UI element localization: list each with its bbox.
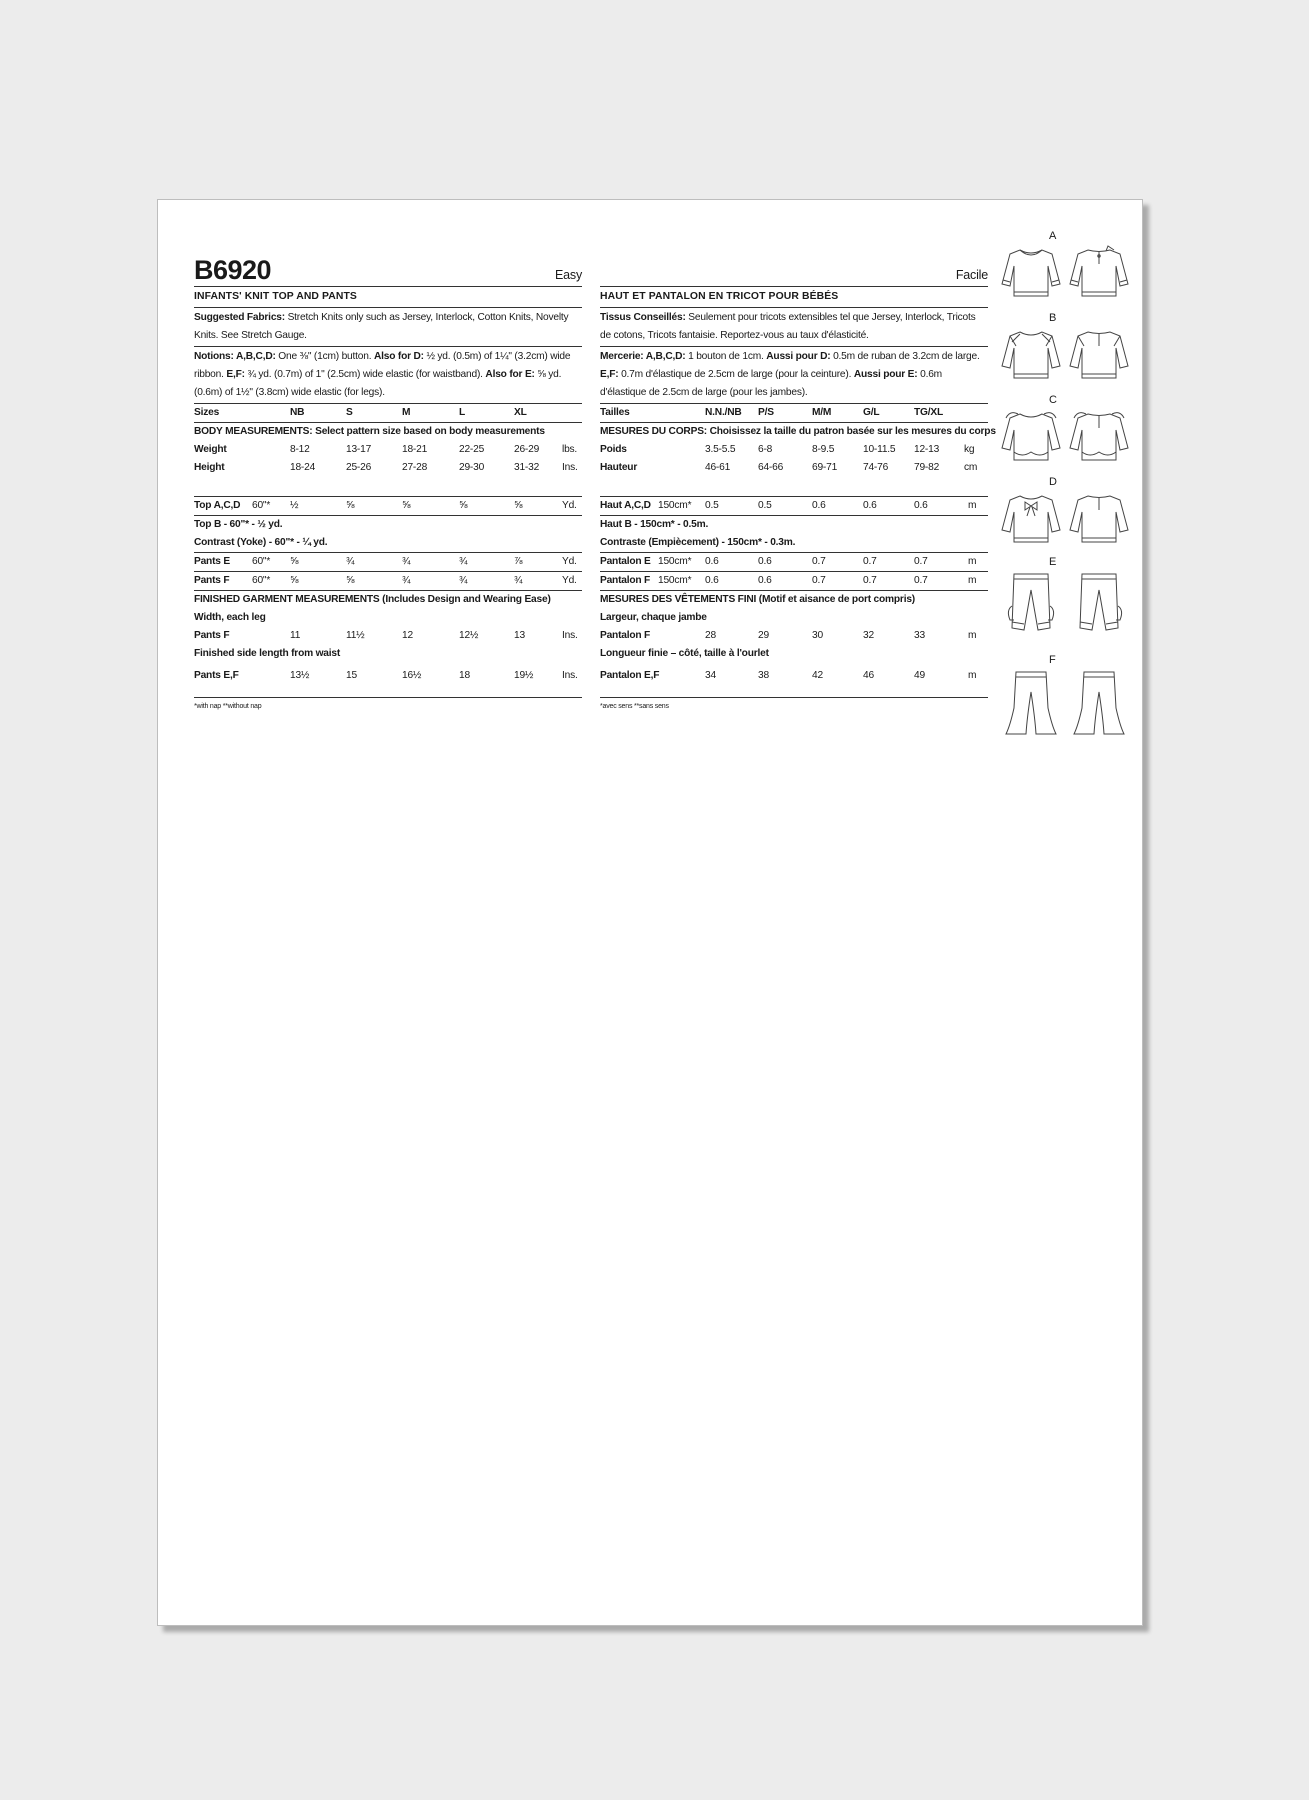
cell: 13-17 bbox=[346, 444, 372, 455]
cell: ¾ bbox=[514, 575, 523, 586]
cell: 33 bbox=[914, 630, 925, 641]
view-label-d: D bbox=[1049, 476, 1057, 488]
pants-e-row bbox=[600, 553, 988, 572]
header-cell: TG/XL bbox=[914, 407, 943, 418]
top-b-line: Haut B - 150cm* - 0.5m. bbox=[600, 519, 709, 530]
notions-text: ¾ yd. (0.7m) of 1" (2.5cm) wide elastic (for waistband). bbox=[244, 369, 486, 380]
finished-pants-ef-row bbox=[600, 667, 988, 685]
unit: Yd. bbox=[562, 575, 577, 586]
unit: Yd. bbox=[562, 556, 577, 567]
cell: 0.6 bbox=[758, 556, 772, 567]
finished-side-length: Finished side length from waist bbox=[194, 648, 341, 659]
cell: 13 bbox=[514, 630, 525, 641]
cell: 79-82 bbox=[914, 462, 940, 473]
notions-label: Aussi pour D: bbox=[766, 351, 831, 362]
cell: 34 bbox=[705, 670, 716, 681]
weight-row bbox=[600, 441, 988, 459]
fabrics-label: Tissus Conseillés: bbox=[600, 312, 686, 323]
cell: 18-21 bbox=[402, 444, 428, 455]
cell: 25-26 bbox=[346, 462, 372, 473]
top-ruffle-front-icon bbox=[1002, 413, 1060, 460]
row-label: Top A,C,D bbox=[194, 500, 241, 511]
row-label: Height bbox=[194, 462, 225, 473]
view-label-a: A bbox=[1049, 230, 1057, 242]
notions-text: One ⅜" (1cm) button. bbox=[275, 351, 374, 362]
finished-pants-ef-row bbox=[194, 667, 582, 685]
header-cell: NB bbox=[290, 407, 305, 418]
cell: 26-29 bbox=[514, 444, 540, 455]
cell: 69-71 bbox=[812, 462, 838, 473]
finished-side-length: Longueur finie – côté, taille à l'ourlet bbox=[600, 648, 769, 659]
contrast-line: Contraste (Empiècement) - 150cm* - 0.3m. bbox=[600, 534, 988, 553]
view-label-f: F bbox=[1049, 654, 1056, 666]
cell: 74-76 bbox=[863, 462, 889, 473]
pattern-envelope-back bbox=[157, 199, 1143, 1626]
header-cell: N.N./NB bbox=[705, 407, 742, 418]
cell: 0.7 bbox=[812, 556, 826, 567]
difficulty-label: Facile bbox=[955, 268, 988, 282]
cell: 12-13 bbox=[914, 444, 940, 455]
suggested-fabrics bbox=[600, 308, 988, 347]
row-label: Pants F bbox=[194, 630, 230, 641]
row-label: Pants E,F bbox=[194, 670, 239, 681]
pants-e-row bbox=[194, 553, 582, 572]
view-f-sketch bbox=[1000, 668, 1134, 742]
fabric-width: 60"* bbox=[252, 556, 271, 567]
view-label-e: E bbox=[1049, 556, 1057, 568]
cell: 3.5-5.5 bbox=[705, 444, 736, 455]
french-column bbox=[600, 200, 996, 713]
unit: lbs. bbox=[562, 444, 578, 455]
notions-label: Also for E: bbox=[485, 369, 535, 380]
finished-pants-f-row bbox=[194, 627, 582, 645]
view-c-sketch bbox=[1000, 408, 1134, 466]
notions-label: Mercerie: A,B,C,D: bbox=[600, 351, 686, 362]
row-label: Pantalon F bbox=[600, 575, 651, 586]
notions-text: ⅝ yd. (0.6m) of 1½" (3.8cm) wide elastic (for legs). bbox=[194, 369, 562, 398]
unit: m bbox=[968, 630, 977, 641]
row-label: Weight bbox=[194, 444, 227, 455]
unit: m bbox=[968, 556, 977, 567]
unit: Ins. bbox=[562, 630, 578, 641]
header-cell: XL bbox=[514, 407, 527, 418]
flare-pants-back-icon bbox=[1074, 672, 1124, 734]
sizes-header-row bbox=[194, 404, 582, 423]
cell: 13½ bbox=[290, 670, 310, 681]
cell: ⅝ bbox=[290, 556, 299, 567]
fabric-width: 60"* bbox=[252, 500, 271, 511]
view-sketches bbox=[1000, 230, 1134, 930]
view-label-c: C bbox=[1049, 394, 1057, 406]
top-acd-row bbox=[600, 497, 988, 516]
cell: ¾ bbox=[402, 575, 411, 586]
header-cell: S bbox=[346, 407, 353, 418]
height-row bbox=[194, 459, 582, 477]
unit: m bbox=[968, 575, 977, 586]
cell: 0.6 bbox=[812, 500, 826, 511]
cell: 46-61 bbox=[705, 462, 731, 473]
header-cell: M bbox=[402, 407, 411, 418]
top-b-line: Top B - 60"* - ½ yd. bbox=[194, 519, 283, 530]
header-cell: Tailles bbox=[600, 407, 630, 418]
pattern-title: INFANTS' KNIT TOP AND PANTS bbox=[194, 287, 582, 308]
pants-f-row bbox=[194, 572, 582, 591]
cell: 8-12 bbox=[290, 444, 310, 455]
pattern-code: B6920 bbox=[194, 255, 272, 285]
cell: ⅝ bbox=[514, 500, 523, 511]
header-cell: Sizes bbox=[194, 407, 220, 418]
top-ruffle-back-icon bbox=[1070, 413, 1128, 460]
view-label-b: B bbox=[1049, 312, 1057, 324]
top-front-icon bbox=[1002, 250, 1060, 296]
cell: 0.5 bbox=[758, 500, 772, 511]
difficulty-label: Easy bbox=[555, 268, 582, 282]
cell: 0.6 bbox=[914, 500, 928, 511]
cell: ¾ bbox=[402, 556, 411, 567]
cell: 11 bbox=[290, 630, 301, 641]
cell: 16½ bbox=[402, 670, 422, 681]
cell: 19½ bbox=[514, 670, 534, 681]
cell: ⅝ bbox=[459, 500, 468, 511]
row-label: Pantalon E bbox=[600, 556, 651, 567]
suggested-fabrics bbox=[194, 308, 582, 347]
spacer bbox=[600, 477, 988, 497]
header-cell: L bbox=[459, 407, 466, 418]
footnote: *avec sens **sans sens bbox=[600, 703, 669, 710]
top-bow-front-icon bbox=[1002, 496, 1060, 542]
cell: 0.7 bbox=[812, 575, 826, 586]
cell: ¾ bbox=[346, 556, 355, 567]
cell: ⅝ bbox=[346, 575, 355, 586]
footnote: *with nap **without nap bbox=[194, 703, 262, 710]
cell: 64-66 bbox=[758, 462, 784, 473]
cell: 0.7 bbox=[914, 575, 928, 586]
jogger-front-icon bbox=[1008, 574, 1053, 630]
notions-label: E,F: bbox=[600, 369, 619, 380]
cell: 0.7 bbox=[863, 556, 877, 567]
finished-pants-f-row bbox=[600, 627, 988, 645]
view-d-sketch bbox=[1000, 490, 1134, 548]
fabrics-label: Suggested Fabrics: bbox=[194, 312, 285, 323]
fabric-width: 150cm* bbox=[658, 500, 692, 511]
row-label: Pantalon E,F bbox=[600, 670, 660, 681]
cell: 49 bbox=[914, 670, 925, 681]
contrast-line: Contrast (Yoke) - 60"* - ¼ yd. bbox=[194, 534, 582, 553]
notions-text: 1 bouton de 1cm. bbox=[685, 351, 767, 362]
notions-text: 0.7m d'élastique de 2.5cm de large (pour la ceinture). bbox=[618, 369, 854, 380]
cell: 27-28 bbox=[402, 462, 428, 473]
header bbox=[194, 200, 582, 287]
header-cell: G/L bbox=[863, 407, 880, 418]
cell: 29-30 bbox=[459, 462, 485, 473]
fabrics-text: Seulement pour tricots extensibles tel que Jersey, Interlock, Tricots de cotons, Tricots fantaisie. Reportez-vous au taux d'élasticité. bbox=[600, 312, 976, 341]
view-e-sketch bbox=[1000, 570, 1134, 644]
cell: 12½ bbox=[459, 630, 479, 641]
top-back-icon bbox=[1070, 246, 1128, 296]
cell: ½ bbox=[290, 500, 299, 511]
notions-label: Notions: A,B,C,D: bbox=[194, 351, 276, 362]
english-column bbox=[194, 200, 582, 713]
fabric-width: 150cm* bbox=[658, 556, 692, 567]
fabric-width: 60"* bbox=[252, 575, 271, 586]
cell: 0.7 bbox=[863, 575, 877, 586]
cell: ⅝ bbox=[290, 575, 299, 586]
row-label: Pantalon F bbox=[600, 630, 651, 641]
notions-text: ½ yd. (0.5m) of 1¼" (3.2cm) wide ribbon. bbox=[194, 351, 571, 380]
row-label: Hauteur bbox=[600, 462, 638, 473]
width-each-leg: Width, each leg bbox=[194, 612, 266, 623]
cell: 0.6 bbox=[705, 575, 719, 586]
header-cell: P/S bbox=[758, 407, 774, 418]
cell: 15 bbox=[346, 670, 357, 681]
finished-measurements-title: MESURES DES VÊTEMENTS FINI (Motif et aisance de port compris) bbox=[600, 594, 915, 605]
cell: ¾ bbox=[459, 556, 468, 567]
unit: Yd. bbox=[562, 500, 577, 511]
jogger-back-icon bbox=[1080, 574, 1122, 630]
unit: cm bbox=[964, 462, 978, 473]
notions-text: 0.6m d'élastique de 2.5cm de large (pour les jambes). bbox=[600, 369, 942, 398]
weight-row bbox=[194, 441, 582, 459]
header bbox=[600, 200, 988, 287]
cell: 10-11.5 bbox=[863, 444, 896, 455]
cell: 0.5 bbox=[705, 500, 719, 511]
finished-measurements-title: FINISHED GARMENT MEASUREMENTS (Includes Design and Wearing Ease) bbox=[194, 594, 551, 605]
cell: ⅝ bbox=[402, 500, 411, 511]
cell: 8-9.5 bbox=[812, 444, 835, 455]
unit: m bbox=[968, 500, 977, 511]
width-each-leg: Largeur, chaque jambe bbox=[600, 612, 707, 623]
view-a-sketch bbox=[1000, 244, 1134, 302]
cell: 18-24 bbox=[290, 462, 316, 473]
top-bow-back-icon bbox=[1070, 496, 1128, 542]
pattern-title: HAUT ET PANTALON EN TRICOT POUR BÉBÉS bbox=[600, 287, 988, 308]
cell: 0.6 bbox=[863, 500, 877, 511]
cell: 0.6 bbox=[705, 556, 719, 567]
body-measurements-title: MESURES DU CORPS: Choisissez la taille du patron basée sur les mesures du corps bbox=[600, 426, 996, 437]
row-label: Pants E bbox=[194, 556, 230, 567]
cell: 6-8 bbox=[758, 444, 773, 455]
fabrics-text: Stretch Knits only such as Jersey, Interlock, Cotton Knits, Novelty Knits. See Stretch Gauge. bbox=[194, 312, 569, 341]
spacer bbox=[194, 477, 582, 497]
cell: 31-32 bbox=[514, 462, 540, 473]
top-yoke-front-icon bbox=[1002, 332, 1060, 378]
notions-text: 0.5m de ruban de 3.2cm de large. bbox=[830, 351, 980, 362]
notions bbox=[600, 347, 988, 404]
body-measurements-title: BODY MEASUREMENTS: Select pattern size based on body measurements bbox=[194, 426, 545, 437]
cell: 42 bbox=[812, 670, 823, 681]
notions-label: Aussi pour E: bbox=[853, 369, 918, 380]
cell: ¾ bbox=[459, 575, 468, 586]
top-acd-row bbox=[194, 497, 582, 516]
cell: 29 bbox=[758, 630, 769, 641]
unit: Ins. bbox=[562, 462, 578, 473]
cell: ⅞ bbox=[514, 556, 523, 567]
cell: 38 bbox=[758, 670, 769, 681]
unit: kg bbox=[964, 444, 975, 455]
view-b-sketch bbox=[1000, 326, 1134, 384]
row-label: Poids bbox=[600, 444, 627, 455]
unit: Ins. bbox=[562, 670, 578, 681]
notions bbox=[194, 347, 582, 404]
top-yoke-back-icon bbox=[1070, 332, 1128, 378]
header-cell: M/M bbox=[812, 407, 832, 418]
cell: ⅝ bbox=[346, 500, 355, 511]
row-label: Pants F bbox=[194, 575, 230, 586]
cell: 0.6 bbox=[758, 575, 772, 586]
flare-pants-front-icon bbox=[1006, 672, 1056, 734]
cell: 12 bbox=[402, 630, 413, 641]
height-row bbox=[600, 459, 988, 477]
cell: 0.7 bbox=[914, 556, 928, 567]
cell: 18 bbox=[459, 670, 470, 681]
cell: 46 bbox=[863, 670, 874, 681]
notions-label: Also for D: bbox=[373, 351, 424, 362]
cell: 28 bbox=[705, 630, 716, 641]
pants-f-row bbox=[600, 572, 988, 591]
cell: 30 bbox=[812, 630, 823, 641]
unit: m bbox=[968, 670, 977, 681]
notions-label: E,F: bbox=[226, 369, 245, 380]
cell: 22-25 bbox=[459, 444, 485, 455]
fabric-width: 150cm* bbox=[658, 575, 692, 586]
sizes-header-row bbox=[600, 404, 988, 423]
row-label: Haut A,C,D bbox=[600, 500, 651, 511]
cell: 32 bbox=[863, 630, 874, 641]
cell: 11½ bbox=[346, 630, 365, 641]
